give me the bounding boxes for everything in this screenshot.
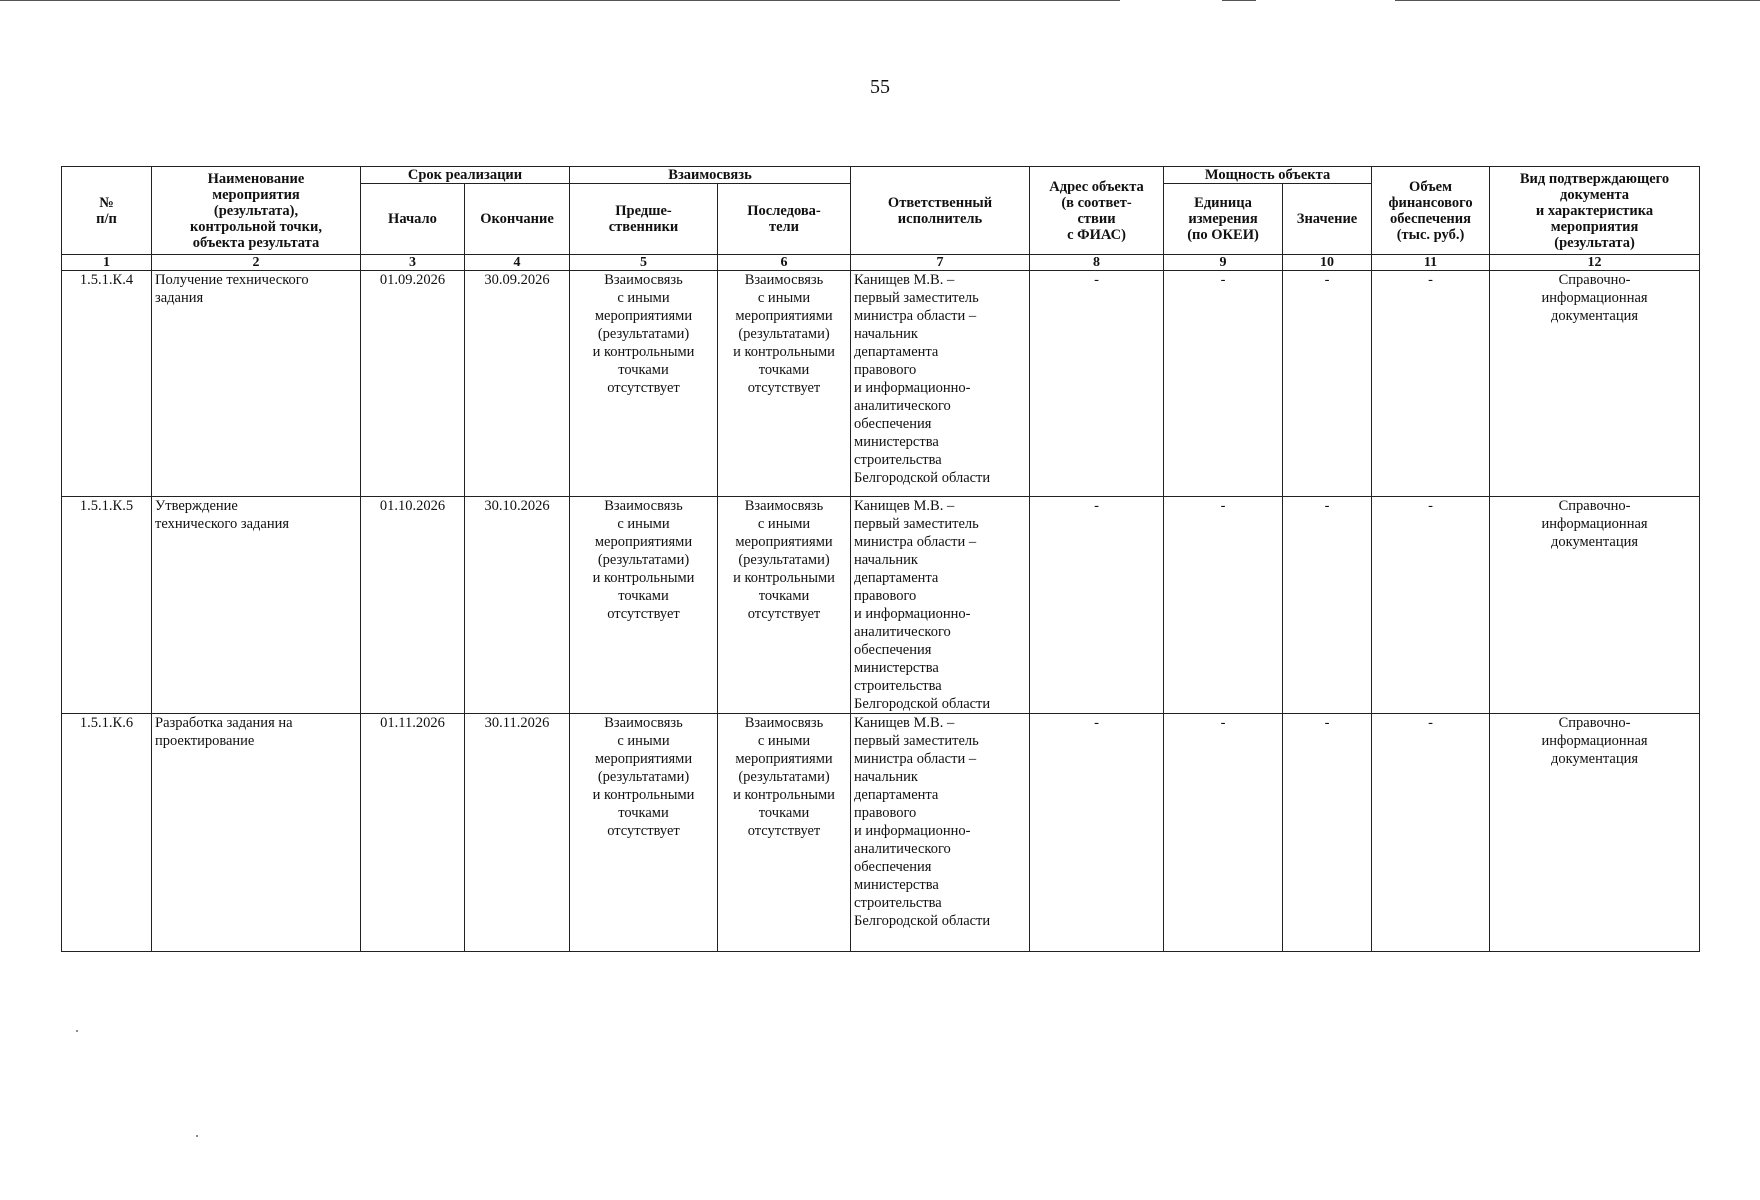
cell-value: - bbox=[1283, 714, 1372, 952]
cell-successors: Взаимосвязь с иными мероприятиями (результатами) и контрольными точками отсутствует bbox=[718, 497, 851, 714]
cell-end: 30.11.2026 bbox=[465, 714, 570, 952]
cell-successors: Взаимосвязь с иными мероприятиями (результатами) и контрольными точками отсутствует bbox=[718, 714, 851, 952]
cell-address: - bbox=[1030, 714, 1164, 952]
column-number: 12 bbox=[1490, 255, 1700, 271]
cell-funding: - bbox=[1372, 497, 1490, 714]
cell-value: - bbox=[1283, 271, 1372, 497]
column-number: 1 bbox=[62, 255, 152, 271]
header-relation: Взаимосвязь bbox=[570, 167, 851, 184]
cell-funding: - bbox=[1372, 271, 1490, 497]
cell-executor: Канищев М.В. – первый заместитель министра области – начальник департамента правового и информационно- аналитического обеспечения министерства строительства Белгородской области bbox=[851, 714, 1030, 952]
cell-name: Утверждение технического задания bbox=[152, 497, 361, 714]
cell-executor: Канищев М.В. – первый заместитель министра области – начальник департамента правового и информационно- аналитического обеспечения министерства строительства Белгородской области bbox=[851, 497, 1030, 714]
column-number-row bbox=[62, 255, 1700, 271]
header-executor: Ответственный исполнитель bbox=[851, 167, 1030, 255]
column-number: 10 bbox=[1283, 255, 1372, 271]
scan-speck bbox=[76, 1030, 78, 1032]
table-row bbox=[62, 271, 1700, 497]
cell-address: - bbox=[1030, 497, 1164, 714]
cell-name: Получение технического задания bbox=[152, 271, 361, 497]
header-period: Срок реализации bbox=[361, 167, 570, 184]
cell-executor: Канищев М.В. – первый заместитель министра области – начальник департамента правового и информационно- аналитического обеспечения министерства строительства Белгородской области bbox=[851, 271, 1030, 497]
header-row-top bbox=[62, 167, 1700, 184]
cell-funding: - bbox=[1372, 714, 1490, 952]
cell-unit: - bbox=[1164, 714, 1283, 952]
table-row bbox=[62, 497, 1700, 714]
column-number: 4 bbox=[465, 255, 570, 271]
column-number: 6 bbox=[718, 255, 851, 271]
cell-predecessors: Взаимосвязь с иными мероприятиями (результатами) и контрольными точками отсутствует bbox=[570, 714, 718, 952]
column-number: 7 bbox=[851, 255, 1030, 271]
column-number: 8 bbox=[1030, 255, 1164, 271]
cell-num: 1.5.1.К.6 bbox=[62, 714, 152, 952]
cell-num: 1.5.1.К.5 bbox=[62, 497, 152, 714]
cell-start: 01.10.2026 bbox=[361, 497, 465, 714]
page-number: 55 bbox=[870, 76, 890, 98]
header-predecessors: Предше- ственники bbox=[570, 184, 718, 255]
header-value: Значение bbox=[1283, 184, 1372, 255]
header-num: № п/п bbox=[62, 167, 152, 255]
table-row bbox=[62, 714, 1700, 952]
header-funding: Объем финансового обеспечения (тыс. руб.) bbox=[1372, 167, 1490, 255]
column-number: 5 bbox=[570, 255, 718, 271]
header-successors: Последова- тели bbox=[718, 184, 851, 255]
header-unit: Единица измерения (по ОКЕИ) bbox=[1164, 184, 1283, 255]
scan-speck bbox=[196, 1135, 198, 1137]
cell-document: Справочно- информационная документация bbox=[1490, 714, 1700, 952]
cell-predecessors: Взаимосвязь с иными мероприятиями (результатами) и контрольными точками отсутствует bbox=[570, 271, 718, 497]
cell-num: 1.5.1.К.4 bbox=[62, 271, 152, 497]
header-document: Вид подтверждающего документа и характеристика мероприятия (результата) bbox=[1490, 167, 1700, 255]
header-name: Наименование мероприятия (результата), контрольной точки, объекта результата bbox=[152, 167, 361, 255]
cell-end: 30.10.2026 bbox=[465, 497, 570, 714]
column-number: 11 bbox=[1372, 255, 1490, 271]
cell-name: Разработка задания на проектирование bbox=[152, 714, 361, 952]
cell-unit: - bbox=[1164, 497, 1283, 714]
scan-artifact bbox=[0, 0, 1120, 1]
header-start: Начало bbox=[361, 184, 465, 255]
cell-end: 30.09.2026 bbox=[465, 271, 570, 497]
scan-artifact bbox=[1395, 0, 1760, 1]
cell-unit: - bbox=[1164, 271, 1283, 497]
cell-predecessors: Взаимосвязь с иными мероприятиями (результатами) и контрольными точками отсутствует bbox=[570, 497, 718, 714]
column-number: 3 bbox=[361, 255, 465, 271]
cell-document: Справочно- информационная документация bbox=[1490, 497, 1700, 714]
cell-value: - bbox=[1283, 497, 1372, 714]
cell-successors: Взаимосвязь с иными мероприятиями (результатами) и контрольными точками отсутствует bbox=[718, 271, 851, 497]
cell-start: 01.09.2026 bbox=[361, 271, 465, 497]
header-capacity: Мощность объекта bbox=[1164, 167, 1372, 184]
scan-artifact bbox=[1222, 0, 1256, 1]
column-number: 2 bbox=[152, 255, 361, 271]
header-end: Окончание bbox=[465, 184, 570, 255]
header-address: Адрес объекта (в соответ- ствии с ФИАС) bbox=[1030, 167, 1164, 255]
events-table bbox=[61, 166, 1700, 952]
cell-address: - bbox=[1030, 271, 1164, 497]
column-number: 9 bbox=[1164, 255, 1283, 271]
cell-start: 01.11.2026 bbox=[361, 714, 465, 952]
cell-document: Справочно- информационная документация bbox=[1490, 271, 1700, 497]
